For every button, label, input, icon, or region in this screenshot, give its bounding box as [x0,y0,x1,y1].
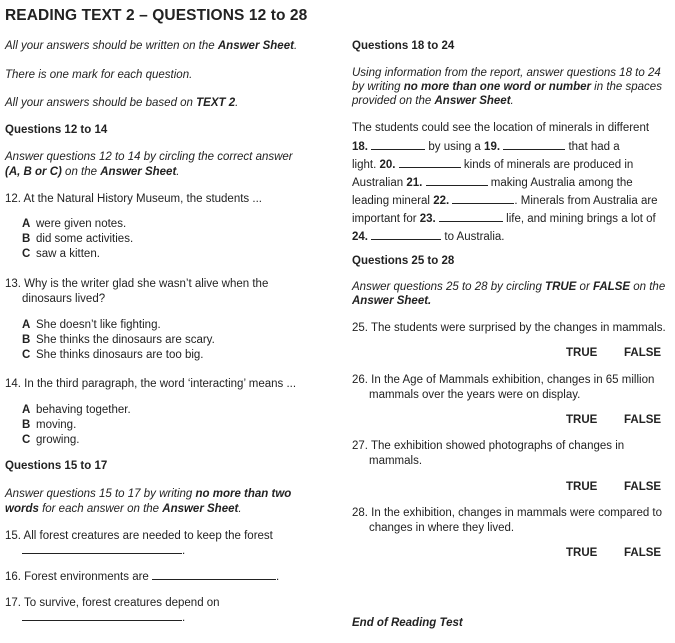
section-instructions-15-17-line1 [5,488,291,500]
blank-23-line [439,212,503,222]
blank-24-line [371,230,441,240]
option-letter: B [22,419,31,431]
blank-number-24: 24. [352,231,368,243]
instr-text: for each answer on the [38,503,163,515]
question-12-stem: 12. At the Natural History Museum, the students ... [5,193,262,205]
instr-period: . [176,166,180,178]
cloze-text: that had a [568,141,620,153]
question-26-stem-line2: mammals over the years were on display. [369,389,581,401]
blank-21-line [426,176,488,186]
option-letter: B [22,334,31,346]
option-letter: C [22,349,31,361]
question-28-false[interactable]: FALSE [624,547,662,559]
option-letter: B [22,233,31,245]
question-14-option-a [22,404,131,416]
instr-bold: no more than one word or number [403,81,591,93]
option-text: She thinks dinosaurs are too big. [36,349,204,361]
option-letter: A [22,404,31,416]
cloze-line-1: The students could see the location of minerals in different [352,122,650,134]
question-14-stem: 14. In the third paragraph, the word ‘interacting’ means ... [5,378,297,390]
cloze-text: to Australia. [444,231,505,243]
question-26-true[interactable]: TRUE [566,414,598,426]
blank-22-line [452,194,514,204]
instr-or: or [576,281,593,293]
intro-based-bold: TEXT 2 [196,97,236,109]
option-text: growing. [36,434,80,446]
section-instructions-18-24-line1: Using information from the report, answer questions 18 to 24 [352,67,661,79]
cloze-line-7 [352,230,505,243]
question-16: 16. Forest environments are . [5,571,280,583]
question-15-blank: . [22,544,185,557]
cloze-text: making Australia among the [490,177,633,189]
blank-19-line [503,140,565,150]
cloze-text: kinds of minerals are produced in [463,159,634,171]
answer-blank-line [152,570,276,580]
question-26-stem-line1: 26. In the Age of Mammals exhibition, changes in 65 million [352,374,655,386]
option-letter: C [22,248,31,260]
blank-number-20: 20. [379,159,396,171]
option-text: saw a kitten. [36,248,100,260]
question-15-stem: 15. All forest creatures are needed to keep the forest [5,530,273,542]
intro-based [5,97,238,109]
page-title: READING TEXT 2 – QUESTIONS 12 to 28 [5,7,308,24]
blank-number-19: 19. [484,141,501,153]
blank-number-21: 21. [406,177,423,189]
instr-period: . [238,503,242,515]
cloze-line-3 [352,158,633,171]
cloze-text: life, and mining brings a lot of [506,213,656,225]
question-13-option-c [22,349,204,361]
question-28-true[interactable]: TRUE [566,547,598,559]
blank-20-line [399,158,461,168]
blank-18-line [371,140,425,150]
option-text: were given notes. [36,218,127,230]
option-text: did some activities. [36,233,134,245]
question-13-option-b [22,334,215,346]
answer-blank-line [22,611,182,621]
end-of-test: End of Reading Test [352,617,463,629]
question-14-option-c [22,434,79,446]
instr-on-the: on the [61,166,101,178]
question-25-stem: 25. The students were surprised by the changes in mammals. [352,322,666,334]
cloze-line-4 [352,176,633,189]
instr-answer-sheet: Answer Sheet [100,166,177,178]
question-26-false[interactable]: FALSE [624,414,662,426]
instr-text: Answer questions 15 to 17 by writing [5,488,196,500]
question-12-option-c [22,248,100,260]
instr-text: by writing [352,81,404,93]
question-12-option-a [22,218,126,230]
intro-period: . [293,40,298,52]
question-13-stem-line2: dinosaurs lived? [22,293,106,305]
instr-text: Answer questions 25 to 28 by circling [352,281,546,293]
instr-on-the: on the [630,281,666,293]
instr-false: FALSE [592,281,631,293]
instr-bold: no more than two [195,488,292,500]
instr-true: TRUE [545,281,577,293]
cloze-text: by using a [428,141,481,153]
intro-answer-sheet [5,40,297,52]
option-text: She doesn’t like fighting. [36,319,161,331]
question-25-true[interactable]: TRUE [566,347,598,359]
intro-based-period: . [235,97,239,109]
section-instructions-25-28-line1 [352,281,665,293]
section-instructions-18-24-line2 [352,81,662,93]
question-17-stem: 17. To survive, forest creatures depend on [5,597,220,609]
question-28-stem-line2: changes in where they lived. [369,522,515,534]
cloze-text: important for [352,213,417,225]
question-27-false[interactable]: FALSE [624,481,662,493]
option-text: behaving together. [36,404,131,416]
option-letter: A [22,319,31,331]
option-letter: A [22,218,31,230]
question-13-option-a [22,319,161,331]
cloze-text: Australian [352,177,404,189]
cloze-text: . Minerals from Australia are [514,195,658,207]
section-instructions-25-28-line2: Answer Sheet. [352,295,432,307]
question-17-blank: . [22,611,185,624]
section-heading-18-24: Questions 18 to 24 [352,40,455,52]
intro-bold: Answer Sheet [217,40,294,52]
instr-text: in the spaces [590,81,662,93]
intro-text: All your answers should be written on the [5,40,218,52]
instr-period: . [510,95,514,107]
cloze-text: light. [352,159,377,171]
question-12-option-b [22,233,133,245]
question-27-true[interactable]: TRUE [566,481,598,493]
cloze-line-2 [352,140,620,153]
intro-mark: There is one mark for each question. [5,69,193,81]
instr-text: provided on the [352,95,435,107]
question-16-stem: 16. Forest environments are [5,571,149,583]
option-letter: C [22,434,31,446]
section-instructions-12-14-line1: Answer questions 12 to 14 by circling the correct answer [5,151,293,163]
question-27-stem-line1: 27. The exhibition showed photographs of changes in [352,440,625,452]
question-13-stem-line1: 13. Why is the writer glad she wasn’t alive when the [5,278,269,290]
section-instructions-15-17-line2 [5,503,242,515]
instr-answer-sheet: Answer Sheet [162,503,239,515]
instr-bold-words: words [5,503,39,515]
section-instructions-12-14-line2 [5,166,180,178]
cloze-text: leading mineral [352,195,430,207]
blank-number-22: 22. [433,195,450,207]
section-heading-25-28: Questions 25 to 28 [352,255,455,267]
blank-number-23: 23. [419,213,436,225]
option-text: She thinks the dinosaurs are scary. [36,334,215,346]
answer-blank-line [22,544,182,554]
option-text: moving. [36,419,77,431]
section-heading-12-14: Questions 12 to 14 [5,124,108,136]
instr-answer-sheet: Answer Sheet [434,95,511,107]
question-25-false[interactable]: FALSE [624,347,662,359]
cloze-line-5 [352,194,658,207]
section-instructions-18-24-line3 [352,95,514,107]
section-heading-15-17: Questions 15 to 17 [5,460,108,472]
cloze-line-6 [352,212,656,225]
question-27-stem-line2: mammals. [369,455,423,467]
blank-number-18: 18. [352,141,368,153]
question-28-stem-line1: 28. In the exhibition, changes in mammals were compared to [352,507,663,519]
instr-abc: (A, B or C) [5,166,62,178]
intro-based-text: All your answers should be based on [5,97,197,109]
question-14-option-b [22,419,76,431]
